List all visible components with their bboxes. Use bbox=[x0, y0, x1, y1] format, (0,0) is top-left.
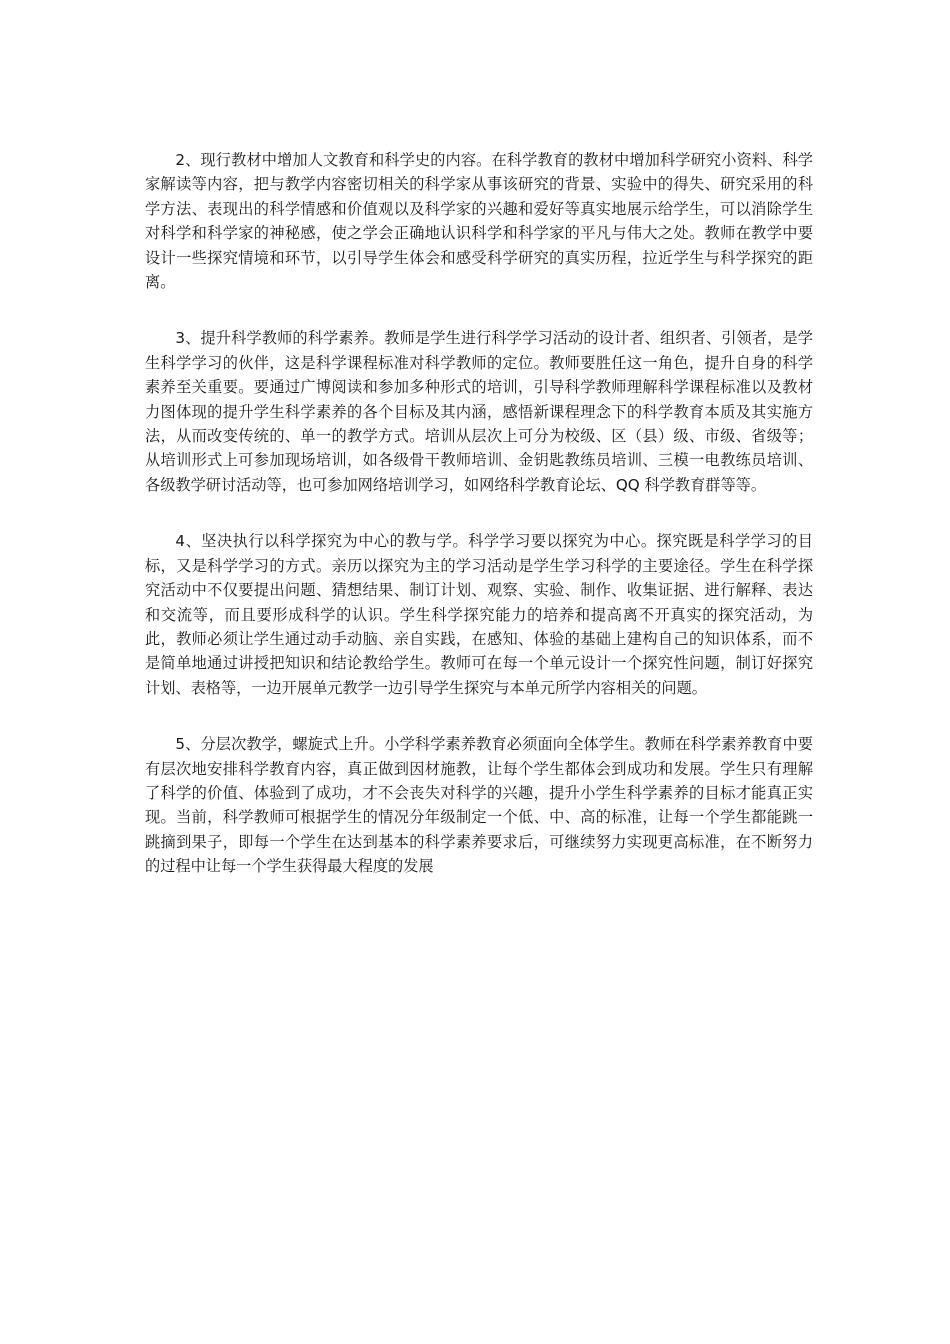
paragraph-3: 3、提升科学教师的科学素养。教师是学生进行科学学习活动的设计者、组织者、引领者，是学生科学学习的伙伴，这是科学课程标准对科学教师的定位。教师要胜任这一角色，提升自身的科学素养至关重要。要通过广博阅读和参加多种形式的培训，引导科学教师理解科学课程标准以及教材力图体现的提升学生科学素养的各个目标及其内涵，感悟新课程理念下的科学教育本质及其实施方法，从而改变传统的、单一的教学方式。培训从层次上可分为校级、区（县）级、市级、省级等；从培训形式上可参加现场培训，如各级骨干教师培训、金钥匙教练员培训、三模一电教练员培训、各级教学研讨活动等，也可参加网络培训学习，如网络科学教育论坛、QQ 科学教育群等等。 bbox=[145, 329, 813, 494]
paragraph-4: 4、坚决执行以科学探究为中心的教与学。科学学习要以探究为中心。探究既是科学学习的目标，又是科学学习的方式。亲历以探究为主的学习活动是学生学习科学的主要途径。学生在科学探究活动中不仅要提出问题、猜想结果、制订计划、观察、实验、制作、收集证据、进行解释、表达和交流等，而且要形成科学的认识。学生科学探究能力的培养和提高离不开真实的探究活动，为此，教师必须让学生通过动手动脑、亲自实践，在感知、体验的基础上建构自己的知识体系，而不是简单地通过讲授把知识和结论教给学生。教师可在每一个单元设计一个探究性问题，制订好探究计划、表格等，一边开展单元教学一边引导学生探究与本单元所学内容相关的问题。 bbox=[145, 532, 813, 697]
document-body bbox=[145, 148, 813, 911]
paragraph-2: 2、现行教材中增加人文教育和科学史的内容。在科学教育的教材中增加科学研究小资料、科学家解读等内容，把与教学内容密切相关的科学家从事该研究的背景、实验中的得失、研究采用的科学方法、表现出的科学情感和价值观以及科学家的兴趣和爱好等真实地展示给学生，可以消除学生对科学和科学家的神秘感，使之学会正确地认识科学和科学家的平凡与伟大之处。教师在教学中要设计一些探究情境和环节，以引导学生体会和感受科学研究的真实历程，拉近学生与科学探究的距离。 bbox=[145, 151, 813, 292]
paragraph-5: 5、分层次教学，螺旋式上升。小学科学素养教育必须面向全体学生。教师在科学素养教育中要有层次地安排科学教育内容，真正做到因材施教，让每个学生都体会到成功和发展。学生只有理解了科学的价值、体验到了成功，才不会丧失对科学的兴趣，提升小学生科学素养的目标才能真正实现。当前，科学教师可根据学生的情况分年级制定一个低、中、高的标准，让每一个学生都能跳一跳摘到果子，即每一个学生在达到基本的科学素养要求后，可继续努力实现更高标准，在不断努力的过程中让每一个学生获得最大程度的发展 bbox=[145, 735, 813, 876]
